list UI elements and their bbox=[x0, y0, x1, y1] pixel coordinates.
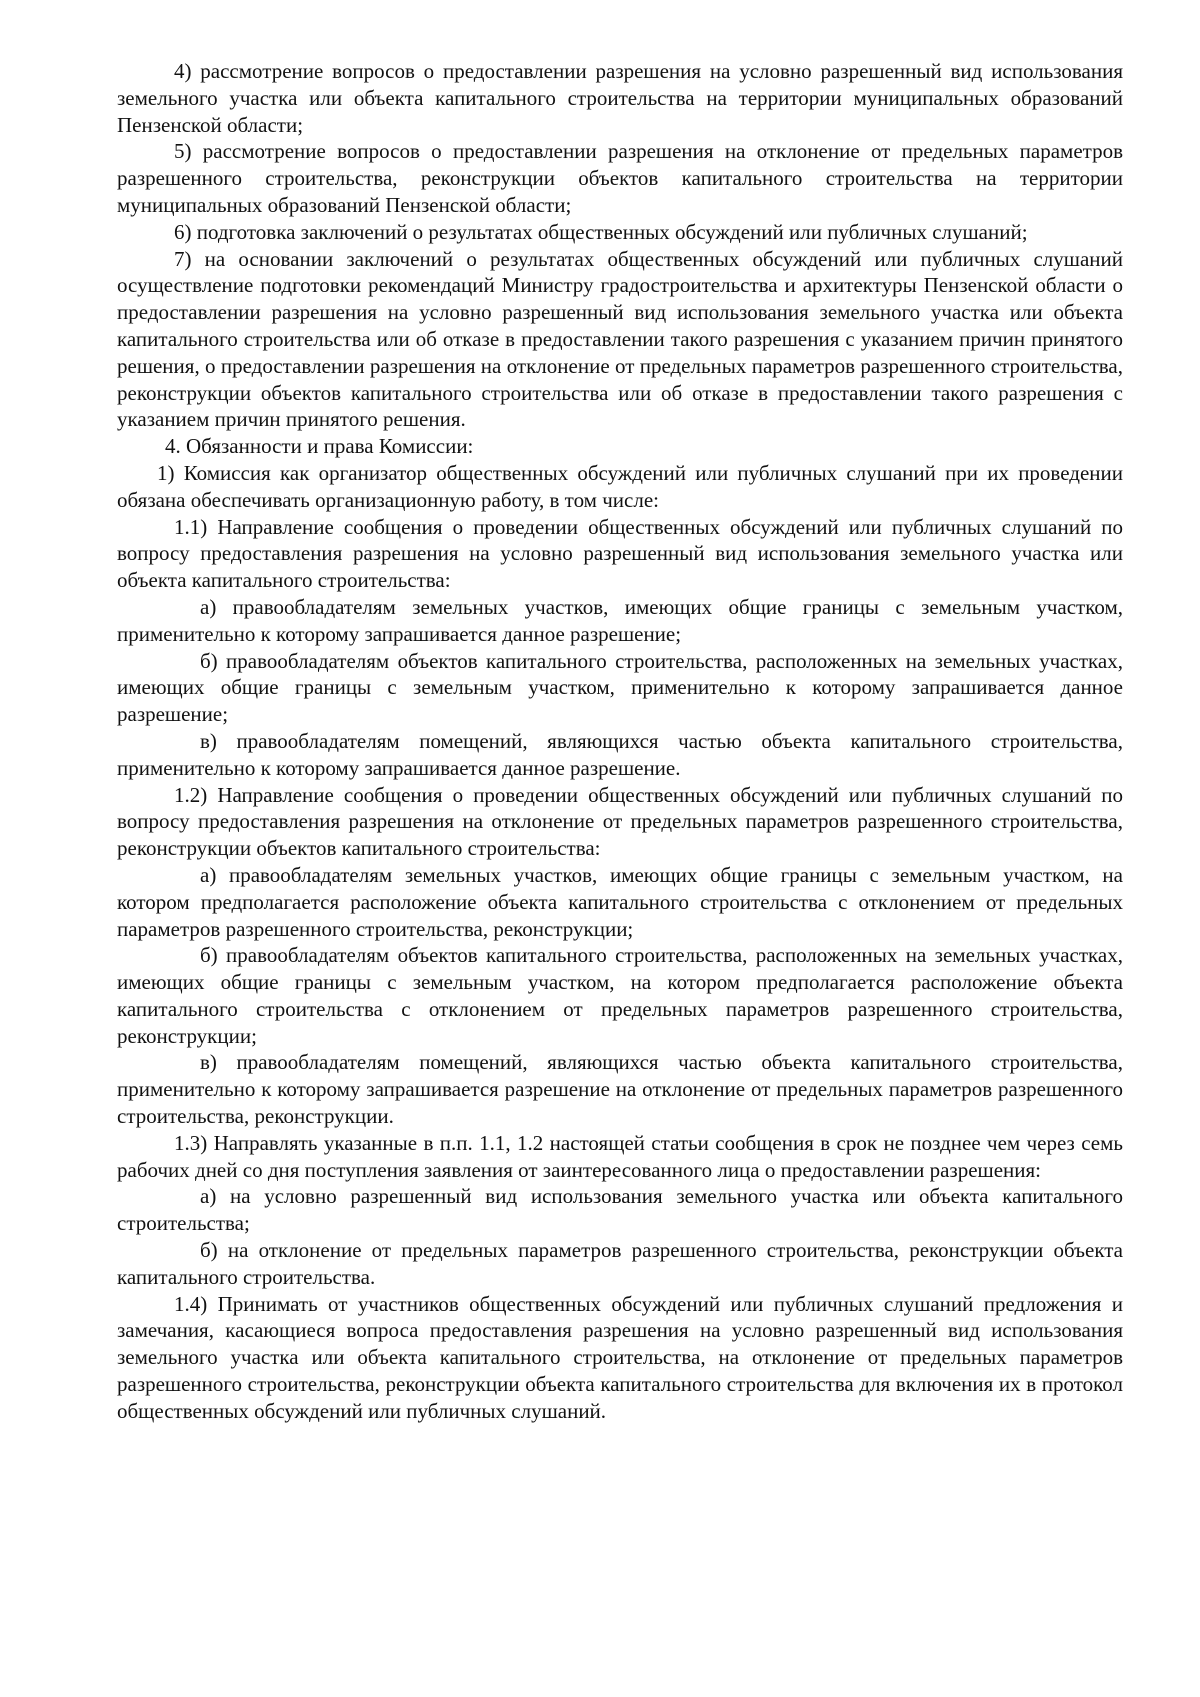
paragraph-1-2-b: б) правообладателям объектов капитального строительства, расположенных на земельных участках, имеющих общие границы с земельным участком, на котором предполагается расположение объекта капитального строительства с отклонением от предельных параметров разрешенного строительства, реконструкции; bbox=[117, 943, 1123, 1048]
paragraph-1-3-a: а) на условно разрешенный вид использования земельного участка или объекта капитального строительства; bbox=[117, 1184, 1123, 1236]
section-heading-duties: 4. Обязанности и права Комиссии: bbox=[165, 434, 474, 459]
paragraph-item-7: 7) на основании заключений о результатах общественных обсуждений или публичных слушаний осуществление подготовки рекомендаций Министру градостроительства и архитектуры Пензенской области о предоставлении разрешения на условно разрешенный вид использования земельного участка или объекта капитального строительства или об отказе в предоставлении такого разрешения с указанием причин принятого решения, о предоставлении разрешения на отклонение от предельных параметров разрешенного строительства, реконструкции объектов капитального строительства или об отказе в предоставлении такого разрешения с указанием причин принятого решения. bbox=[117, 246, 1123, 432]
paragraph-1-4: 1.4) Принимать от участников общественных обсуждений или публичных слушаний предложения и замечания, касающиеся вопроса предоставления разрешения на условно разрешенный вид использования земельного участка или объекта капитального строительства, на отклонение от предельных параметров разрешенного строительства, реконструкции объекта капитального строительства для включения их в протокол общественных обсуждений или публичных слушаний. bbox=[117, 1291, 1123, 1423]
paragraph-1-2-v: в) правообладателям помещений, являющихся частью объекта капитального строительства, применительно к которому запрашивается разрешение на отклонение от предельных параметров разрешенного строительства, реконструкции. bbox=[117, 1050, 1123, 1129]
paragraph-1-1-v: в) правообладателям помещений, являющихся частью объекта капитального строительства, применительно к которому запрашивается данное разрешение. bbox=[117, 728, 1123, 780]
paragraph-1-1: 1.1) Направление сообщения о проведении общественных обсуждений или публичных слушаний по вопросу предоставления разрешения на условно разрешенный вид использования земельного участка или объекта капитального строительства: bbox=[117, 514, 1123, 593]
paragraph-1-2-a: а) правообладателям земельных участков, имеющих общие границы с земельным участком, на котором предполагается расположение объекта капитального строительства с отклонением от предельных параметров разрешенного строительства, реконструкции; bbox=[117, 862, 1123, 941]
paragraph-1-2: 1.2) Направление сообщения о проведении общественных обсуждений или публичных слушаний по вопросу предоставления разрешения на отклонение от предельных параметров разрешенного строительства, реконструкции объектов капитального строительства: bbox=[117, 782, 1123, 861]
paragraph-1-3: 1.3) Направлять указанные в п.п. 1.1, 1.2 настоящей статьи сообщения в срок не позднее чем через семь рабочих дней со дня поступления заявления от заинтересованного лица о предоставлении разрешения: bbox=[117, 1130, 1123, 1182]
paragraph-1-3-b: б) на отклонение от предельных параметров разрешенного строительства, реконструкции объекта капитального строительства. bbox=[117, 1238, 1123, 1289]
paragraph-item-6: 6) подготовка заключений о результатах общественных обсуждений или публичных слушаний; bbox=[174, 219, 1028, 244]
paragraph-commission-duties: 1) Комиссия как организатор общественных обсуждений или публичных слушаний при их проведении обязана обеспечивать организационную работу, в том числе: bbox=[117, 460, 1123, 512]
document-body bbox=[117, 58, 1123, 1425]
paragraph-1-1-a: а) правообладателям земельных участков, имеющих общие границы с земельным участком, применительно к которому запрашивается данное разрешение; bbox=[117, 594, 1123, 646]
paragraph-1-1-b: б) правообладателям объектов капитального строительства, расположенных на земельных участках, имеющих общие границы с земельным участком, применительно к которому запрашивается данное разрешение; bbox=[117, 648, 1123, 727]
paragraph-item-5: 5) рассмотрение вопросов о предоставлении разрешения на отклонение от предельных параметров разрешенного строительства, реконструкции объектов капитального строительства на территории муниципальных образований Пензенской области; bbox=[117, 139, 1123, 217]
paragraph-item-4: 4) рассмотрение вопросов о предоставлении разрешения на условно разрешенный вид использования земельного участка или объекта капитального строительства на территории муниципальных образований Пензенской области; bbox=[117, 59, 1123, 137]
